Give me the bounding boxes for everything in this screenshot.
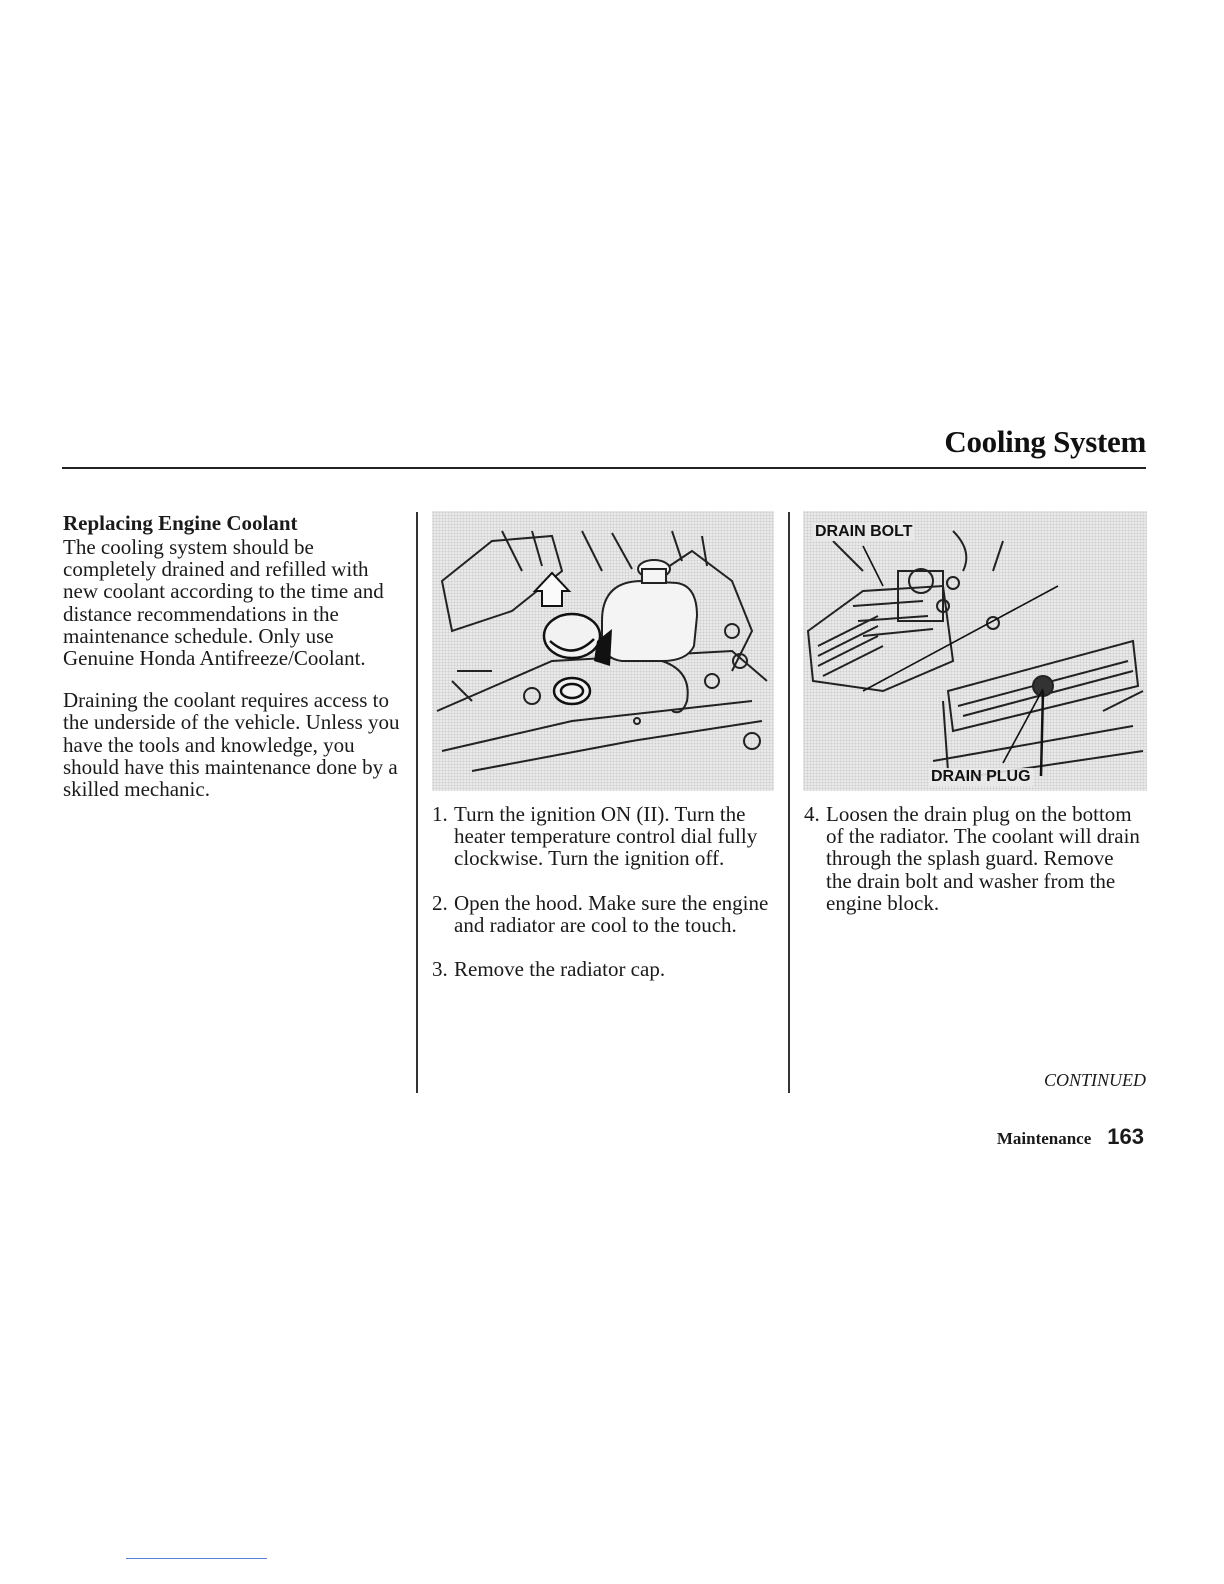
bottom-edge-mark xyxy=(126,1558,267,1559)
step-text: Loosen the drain plug on the bottom of the radiator. The coolant will drain through the splash guard. Remove the drain bolt and washer from the engine block. xyxy=(826,802,1140,915)
drain-bolt-label: DRAIN BOLT xyxy=(815,523,913,540)
column-divider-right xyxy=(788,512,790,1093)
drain-location-illustration xyxy=(803,511,1147,791)
step-number: 3. xyxy=(432,957,448,982)
footer-section-name: Maintenance xyxy=(996,1129,1092,1148)
page-title: Cooling System xyxy=(944,424,1146,459)
step-item xyxy=(804,803,1144,914)
drain-location-figure xyxy=(803,511,1147,791)
step-number: 2. xyxy=(432,890,448,915)
steps-right-column xyxy=(804,803,1144,936)
reserve-tank-icon xyxy=(602,560,697,661)
arrow-icon xyxy=(535,573,569,606)
step-text: Turn the ignition ON (II). Turn the heater temperature control dial fully clockwise. Turn the ignition off. xyxy=(454,802,758,871)
intro-paragraph: The cooling system should be completely drained and refilled with new coolant according to the time and distance recommendations in the maintenance schedule. Only use Genuine Honda Antifreeze/Coolant. xyxy=(63,535,384,671)
intro-paragraph: Draining the coolant requires access to the underside of the vehicle. Unless you have the tools and knowledge, you should have this maintenance done by a skilled mechanic. xyxy=(63,688,400,802)
engine-block-icon xyxy=(808,531,1003,691)
continued-label: CONTINUED xyxy=(1043,1070,1146,1090)
page-footer xyxy=(997,1124,1144,1150)
step-item xyxy=(432,958,777,980)
step-number: 4. xyxy=(804,802,820,826)
column-divider-left xyxy=(416,512,418,1093)
header-rule xyxy=(62,467,1146,469)
step-text: Open the hood. Make sure the engine and radiator are cool to the touch. xyxy=(454,890,769,937)
page-number: 163 xyxy=(1107,1124,1144,1149)
intro-column xyxy=(63,510,403,820)
drain-plug-label: DRAIN PLUG xyxy=(931,768,1031,785)
section-heading: Replacing Engine Coolant xyxy=(63,511,298,535)
steps-middle-column xyxy=(432,803,777,1002)
radiator-cap-illustration xyxy=(432,511,774,791)
step-number: 1. xyxy=(432,802,448,826)
step-text: Remove the radiator cap. xyxy=(454,957,666,982)
step-item xyxy=(432,803,777,870)
step-item xyxy=(432,892,777,936)
radiator-icon xyxy=(933,641,1143,779)
radiator-cap-figure xyxy=(432,511,774,791)
